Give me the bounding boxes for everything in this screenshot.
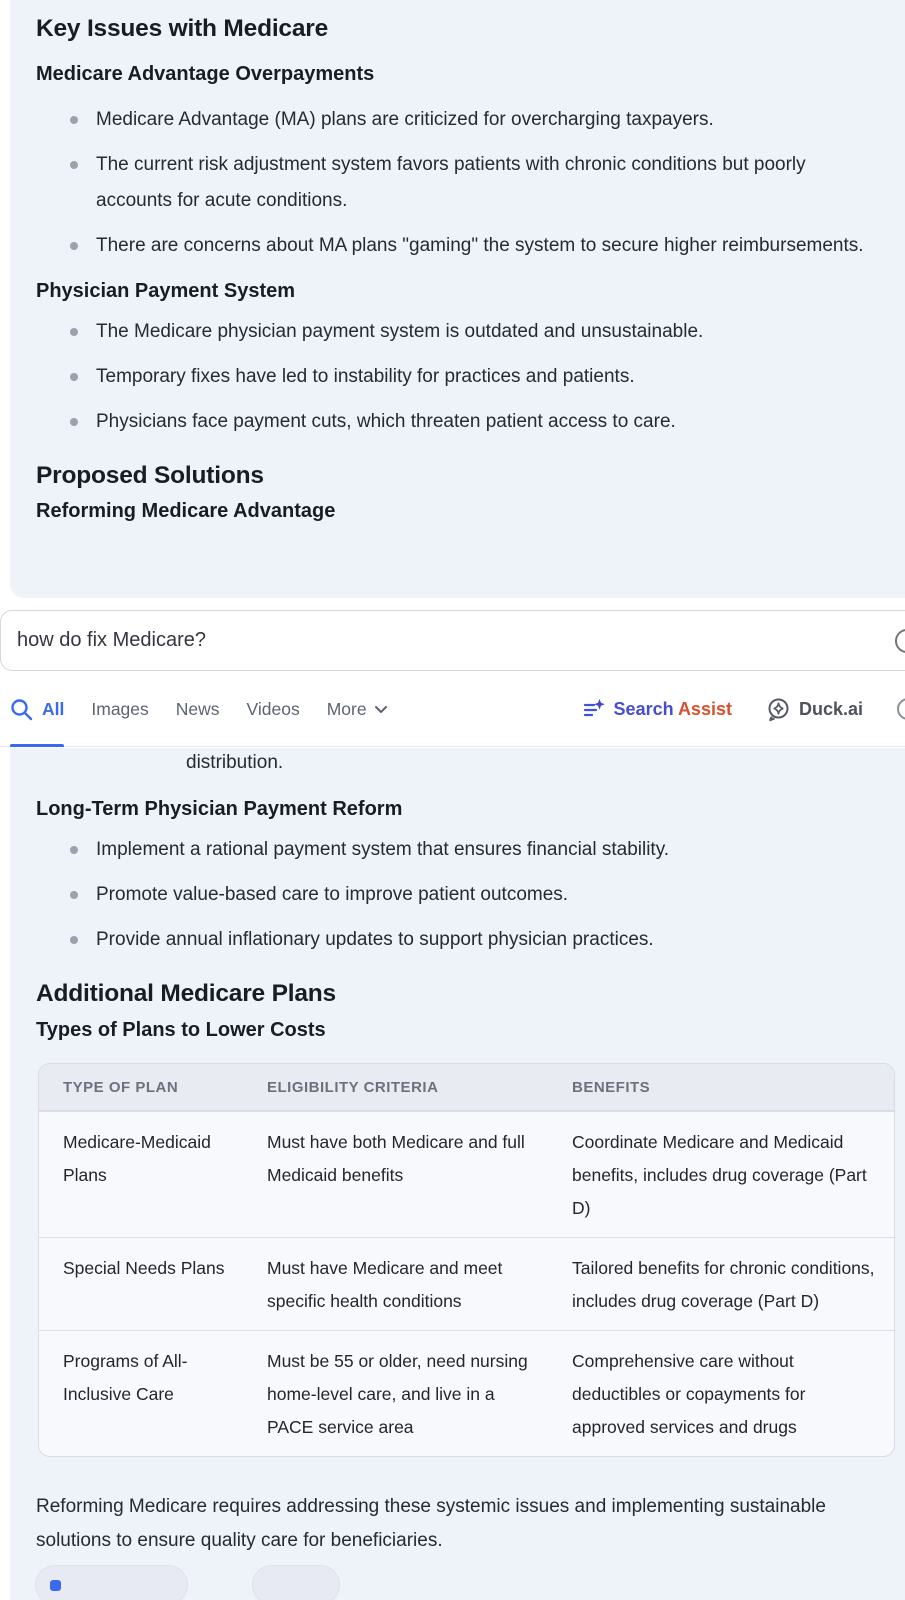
tab-images[interactable]	[91, 672, 148, 746]
serp-tab-bar	[0, 672, 905, 747]
search-assist-label-2: Assist	[677, 698, 732, 719]
answer-heading-proposed-solutions: Proposed Solutions	[36, 462, 264, 489]
answer-subheading-ma-overpayments: Medicare Advantage Overpayments	[36, 63, 375, 85]
list-item: Provide annual inflationary updates to support physician practices.	[36, 922, 879, 958]
tab-more[interactable]	[327, 672, 388, 746]
ai-answer-top-panel	[10, 0, 905, 598]
answer-subheading-physician-payment: Physician Payment System	[36, 280, 296, 302]
bullet-list-physician-payment	[36, 314, 879, 440]
source-pills	[35, 1565, 879, 1600]
answer-heading-key-issues: Key Issues with Medicare	[36, 15, 329, 42]
search-bar[interactable]	[0, 610, 905, 671]
tab-images-label: Images	[91, 698, 149, 719]
list-item: Physicians face payment cuts, which threaten patient access to care.	[36, 404, 879, 440]
source-favicon	[50, 1580, 61, 1591]
settings-partial-icon[interactable]	[897, 698, 905, 720]
tab-videos-label: Videos	[246, 698, 300, 719]
table-row	[39, 1330, 894, 1456]
tab-news-label: News	[175, 698, 220, 719]
answer-subheading-long-term-reform: Long-Term Physician Payment Reform	[36, 798, 403, 820]
list-item: Medicare Advantage (MA) plans are criticized for overcharging taxpayers.	[36, 102, 879, 138]
answer-heading-additional-plans: Additional Medicare Plans	[36, 980, 336, 1007]
table-header-type-of-plan: TYPE OF PLAN	[63, 1079, 179, 1096]
list-item: Implement a rational payment system that ensures financial stability.	[36, 832, 879, 868]
table-header-row	[39, 1064, 894, 1111]
table-cell: Coordinate Medicare and Medicaid benefits, includes drug coverage (Part D)	[572, 1132, 867, 1218]
search-assist-label-1: Search	[613, 698, 674, 719]
wrapped-line-continuation: distribution.	[186, 752, 284, 773]
answer-subheading-plan-types: Types of Plans to Lower Costs	[36, 1019, 326, 1041]
answer-closing-paragraph: Reforming Medicare requires addressing these systemic issues and implementing sustainable solutions to ensure quality care for beneficiaries.	[36, 1496, 826, 1551]
search-assist-icon	[582, 697, 606, 721]
list-item: The Medicare physician payment system is outdated and unsustainable.	[36, 314, 879, 350]
search-icon	[10, 698, 33, 721]
tab-videos[interactable]	[247, 672, 300, 746]
tab-bar-right-group	[582, 697, 905, 722]
table-cell: Special Needs Plans	[63, 1258, 225, 1278]
tab-all-label: All	[42, 698, 65, 719]
source-pill[interactable]	[252, 1565, 340, 1600]
table-cell: Programs of All-Inclusive Care	[63, 1351, 188, 1404]
tab-more-label: More	[326, 698, 367, 719]
duck-ai-icon	[766, 697, 791, 722]
search-submit-icon[interactable]	[895, 629, 905, 653]
duck-ai-label: Duck.ai	[798, 698, 863, 719]
table-cell: Comprehensive care without deductibles or copayments for approved services and drugs	[572, 1351, 806, 1437]
bullet-list-ma-overpayments	[36, 102, 879, 264]
table-cell: Must have Medicare and meet specific health conditions	[267, 1258, 503, 1311]
table-cell: Must be 55 or older, need nursing home-level care, and live in a PACE service area	[267, 1351, 528, 1437]
table-header-benefits: BENEFITS	[572, 1079, 651, 1096]
table-header-eligibility: ELIGIBILITY CRITERIA	[267, 1079, 439, 1096]
tab-news[interactable]	[176, 672, 220, 746]
table-row	[39, 1111, 894, 1237]
bullet-list-long-term-reform	[36, 832, 879, 958]
answer-subheading-reforming-ma: Reforming Medicare Advantage	[36, 500, 336, 522]
table-row	[39, 1237, 894, 1330]
source-pill[interactable]	[35, 1565, 188, 1600]
list-item: There are concerns about MA plans "gaming" the system to secure higher reimbursements.	[36, 228, 879, 264]
tab-all[interactable]	[10, 672, 64, 746]
search-input[interactable]	[15, 628, 835, 653]
table-cell: Tailored benefits for chronic conditions, includes drug coverage (Part D)	[572, 1258, 875, 1311]
table-cell: Must have both Medicare and full Medicaid benefits	[267, 1132, 525, 1185]
duck-ai-button[interactable]	[766, 697, 863, 722]
list-item: The current risk adjustment system favors patients with chronic conditions but poorly accounts for acute conditions.	[36, 147, 879, 219]
search-assist-button[interactable]	[582, 697, 732, 721]
list-item: Temporary fixes have led to instability for practices and patients.	[36, 359, 879, 395]
list-item: Promote value-based care to improve patient outcomes.	[36, 877, 879, 913]
table-cell: Medicare-Medicaid Plans	[63, 1132, 211, 1185]
medicare-plans-table	[38, 1063, 895, 1457]
chevron-down-icon	[374, 705, 388, 714]
ai-answer-bottom-panel	[10, 748, 905, 1600]
